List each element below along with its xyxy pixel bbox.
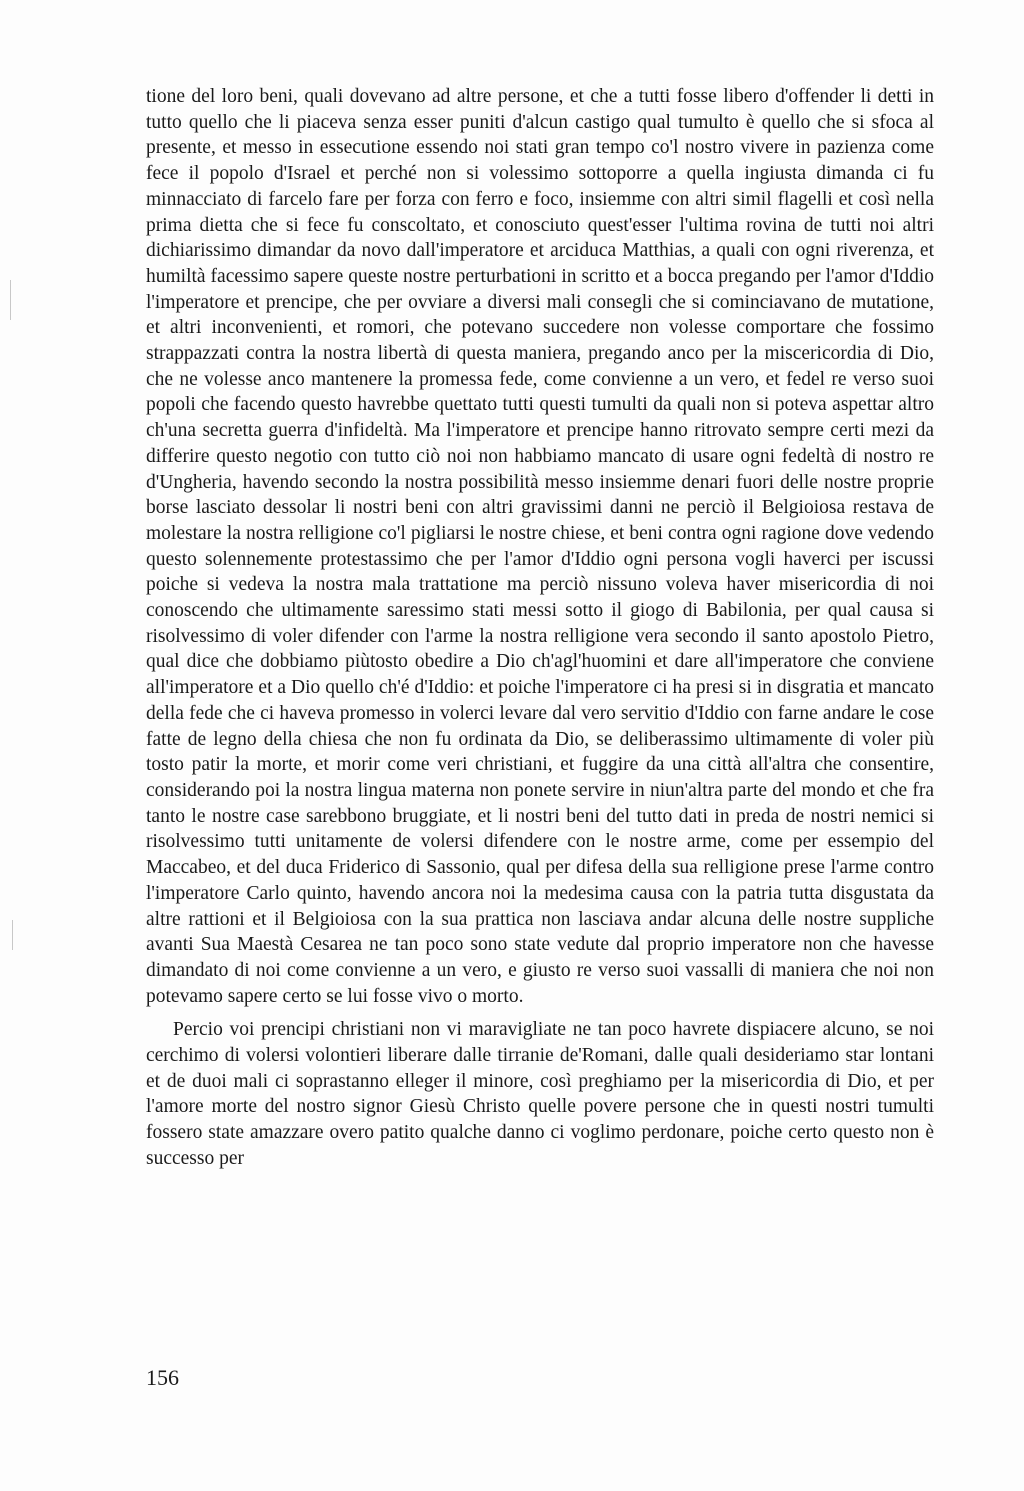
left-margin-mark-top (10, 280, 11, 320)
paragraph-2: Percio voi prencipi christiani non vi maravigliate ne tan poco havrete dispiacere alcuno, se noi cerchimo di volersi volontieri liberare dalle tirranie de'Romani, dalle quali desideriamo star lontani et de duoi mali ci soprastanno elleger il minore, così preghiamo per la misericordia di Dio, et per l'amore morte del nostro signor Giesù Christo quelle povere persone che in questi nostri tumulti fossero state amazzare overo patito qualche danno ci voglimo perdonare, poiche certo questo non è successo per (146, 1019, 934, 1169)
left-margin-mark-bottom (12, 920, 13, 950)
paragraph-1: tione del loro beni, quali dovevano ad altre persone, et che a tutti fosse libero d'offender li detti in tutto quello che li piaceva senza esser puniti d'alcun castigo qual tumulto è quello che si sfoca al presente, et messo in essecutione essendo noi stati gran tempo co'l nostro vivere in pazienza come fece il popolo d'Israel et perché non si volessimo sottoporre a quella ingiusta dimanda ci fu minnacciato di farcelo fare per forza con ferro e foco, insiemme con altri simil flagelli et così nella prima dietta che si fece fu conscoltato, et conosciuto quest'esser l'ultima rovina de tutti noi altri dichiarissimo dimandar da novo dall'imperatore et arciduca Matthias, a quali con ogni riverenza, et humiltà facessimo sapere queste nostre perturbationi in scritto et a bocca pregando per l'amor d'Iddio l'imperatore et prencipe, che per ovviare a diversi mali consegli che si cominciavano de mutatione, et altri inconvenienti, et romori, che potevano succedere non volesse comportare che fossimo strappazzati contra la nostra libertà di questa maniera, pregando anco per la miscericordia di Dio, che ne volesse anco mantenere la promessa fede, come convienne a un vero, et fedel re verso suoi popoli che facendo questo havrebbe quettato tutti questi tumulti da quali non si poteva aspettar altro ch'una secretta guerra d'infideltà. Ma l'imperatore et prencipe hanno ritrovato sempre certi mezi da differire questo negotio con tutto ciò noi non habbiamo mancato di usare ogni fedeltà di nostro re d'Ungheria, havendo secondo la nostra possibilità messo insiemme denari fuori delle nostre proprie borse lasciato dessolar li nostri beni con altri gravissimi danni ne perciò il Belgioiosa restava de molestare la nostra relligione co'l pigliarsi le nostre chiese, et beni contra ogni ragione dove vedendo questo solennemente protestassimo che per l'amor d'Iddio ogni persona vogli haverci per iscussi poiche si vedeva la nostra mala trattatione ma perciò nissuno voleva haver misericordia di noi conoscendo che ultimamente saressimo stati messi sotto il giogo di Babilonia, per qual causa si risolvessimo di voler difender con l'arme la nostra relligione vera secondo il santo apostolo Pietro, qual dice che dobbiamo piùtosto obedire a Dio ch'agl'huomini et dare all'imperatore che conviene all'imperatore et a Dio quello ch'é d'Iddio: et poiche l'imperatore ci ha presi si in disgratia et mancato della fede che ci haveva promesso in volerci levare dal vero servitio d'Iddio con farne andare le cose fatte de legno della chiesa che non fu ordinata da Dio, se deliberassimo ultimamente di voler più tosto patir la morte, et morir come veri christiani, et fuggire da una città all'altra che consentire, considerando poi la nostra lingua materna non ponete servire in niun'altra parte del mondo et che fra tanto le nostre case sarebbono bruggiate, et li nostri beni del tutto dati in preda de nostri nemici si risolvessimo tutti unitamente de volersi difendere con le nostre arme, come per essempio del Maccabeo, et del duca Friderico di Sassonio, qual per difesa della sua relligione prese l'arme contro l'imperatore Carlo quinto, havendo ancora noi la medesima causa con la patria tutta disgustata da altre rattioni et il Belgioiosa con la sua prattica non lasciava andar alcuna delle nostre suppliche avanti Sua Maestà Cesarea ne tan poco sono state vedute dal proprio imperatore non che havesse dimandato di noi come convienne a un vero, e giusto re verso suoi vassalli di maniera che noi non potevamo sapere certo se lui fosse vivo o morto. (146, 86, 934, 1007)
body-text (146, 84, 934, 1172)
page-number: 156 (146, 1365, 179, 1390)
